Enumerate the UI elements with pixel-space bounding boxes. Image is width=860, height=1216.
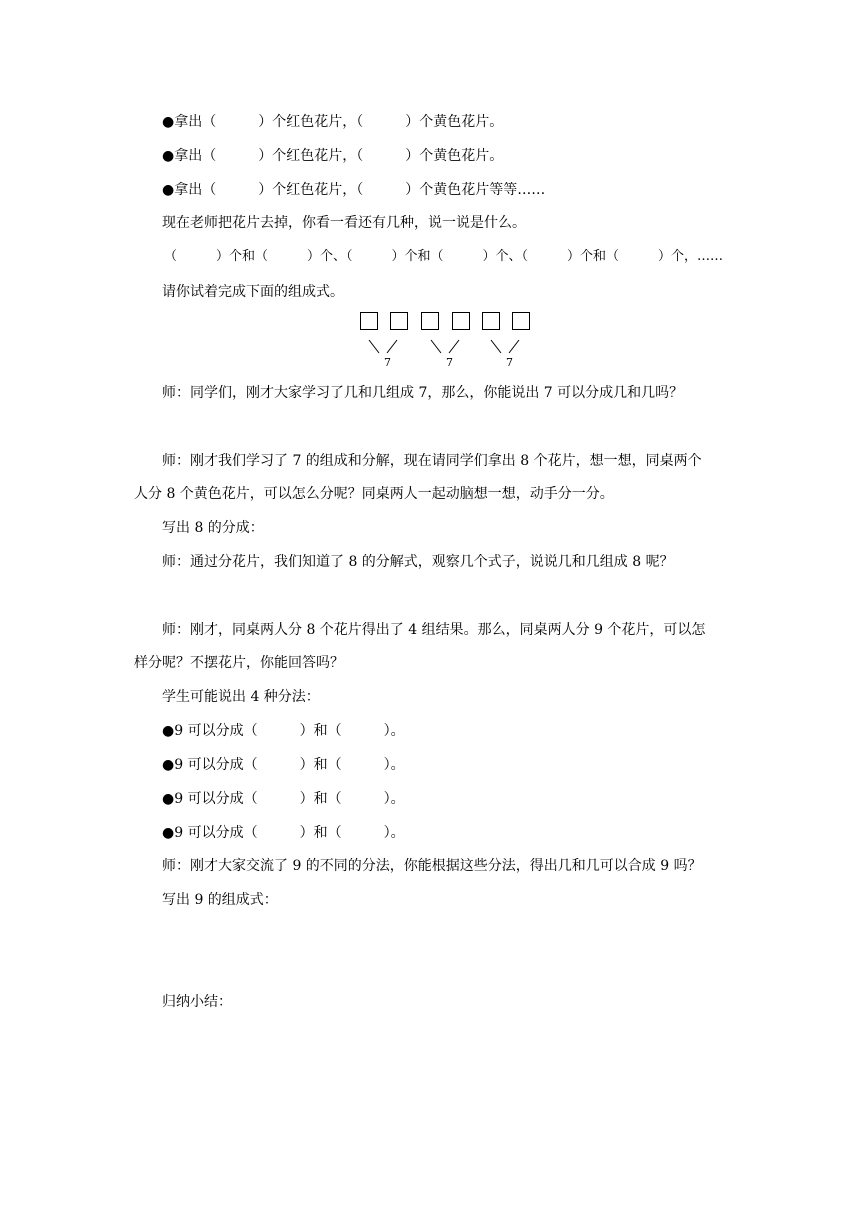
sum-label: 7 <box>506 356 513 369</box>
split-9-line-4: ●9 可以分成（ ）和（ ）。 <box>162 825 405 841</box>
instruction-line: 现在老师把花片去掉，你看一看还有几种，说一说是什么。 <box>162 215 526 231</box>
right-branch-line <box>506 338 522 356</box>
sum-label: 7 <box>446 356 453 369</box>
split-9-line-1: ●9 可以分成（ ）和（ ）。 <box>162 723 405 739</box>
teacher-instruction-9-line2: 样分呢？不摆花片，你能回答吗？ <box>134 655 344 671</box>
teacher-instruction-9-line1: 师：刚才，同桌两人分 8 个花片得出了 4 组结果。那么，同桌两人分 9 个花片，可以怎 <box>162 622 706 638</box>
answer-box[interactable] <box>421 312 439 330</box>
teacher-question-8: 师：通过分花片，我们知道了 8 的分解式，观察几个式子，说说几和几组成 8 呢？ <box>162 554 674 570</box>
write-9-prompt: 写出 9 的组成式： <box>162 892 278 908</box>
left-branch-line <box>488 338 504 356</box>
write-8-prompt: 写出 8 的分成： <box>162 520 264 536</box>
option-line-1: ●拿出（ ）个红色花片，（ ）个黄色花片。 <box>162 114 504 130</box>
right-branch-line <box>446 338 462 356</box>
option-line-2: ●拿出（ ）个红色花片，（ ）个黄色花片。 <box>162 148 504 164</box>
teacher-question-9: 师：刚才大家交流了 9 的不同的分法，你能根据这些分法，得出几和几可以合成 9 吗？ <box>162 858 702 874</box>
summary-heading: 归纳小结： <box>162 994 232 1010</box>
left-branch-line <box>428 338 444 356</box>
student-methods-label: 学生可能说出 4 种分法： <box>162 689 320 705</box>
right-branch-line <box>384 338 400 356</box>
option-line-3: ●拿出（ ）个红色花片，（ ）个黄色花片等等…… <box>162 182 546 198</box>
answer-box[interactable] <box>482 312 500 330</box>
blanks-line: （ ）个和（ ）个、（ ）个和（ ）个、（ ）个和（ ）个，…… <box>164 249 724 264</box>
split-9-line-3: ●9 可以分成（ ）和（ ）。 <box>162 791 405 807</box>
teacher-question-7: 师：同学们，刚才大家学习了几和几组成 7，那么，你能说出 7 可以分成几和几吗？ <box>162 385 684 401</box>
split-9-line-2: ●9 可以分成（ ）和（ ）。 <box>162 757 405 773</box>
teacher-instruction-8-line2: 人分 8 个黄色花片，可以怎么分呢？同桌两人一起动脑想一想，动手分一分。 <box>134 486 614 502</box>
answer-box[interactable] <box>452 312 470 330</box>
left-branch-line <box>366 338 382 356</box>
answer-box[interactable] <box>512 312 530 330</box>
answer-box[interactable] <box>390 312 408 330</box>
teacher-instruction-8-line1: 师：刚才我们学习了 7 的组成和分解，现在请同学们拿出 8 个花片，想一想，同桌两个 <box>162 453 702 469</box>
composition-prompt: 请你试着完成下面的组成式。 <box>162 284 344 300</box>
sum-label: 7 <box>384 356 391 369</box>
answer-box[interactable] <box>360 312 378 330</box>
